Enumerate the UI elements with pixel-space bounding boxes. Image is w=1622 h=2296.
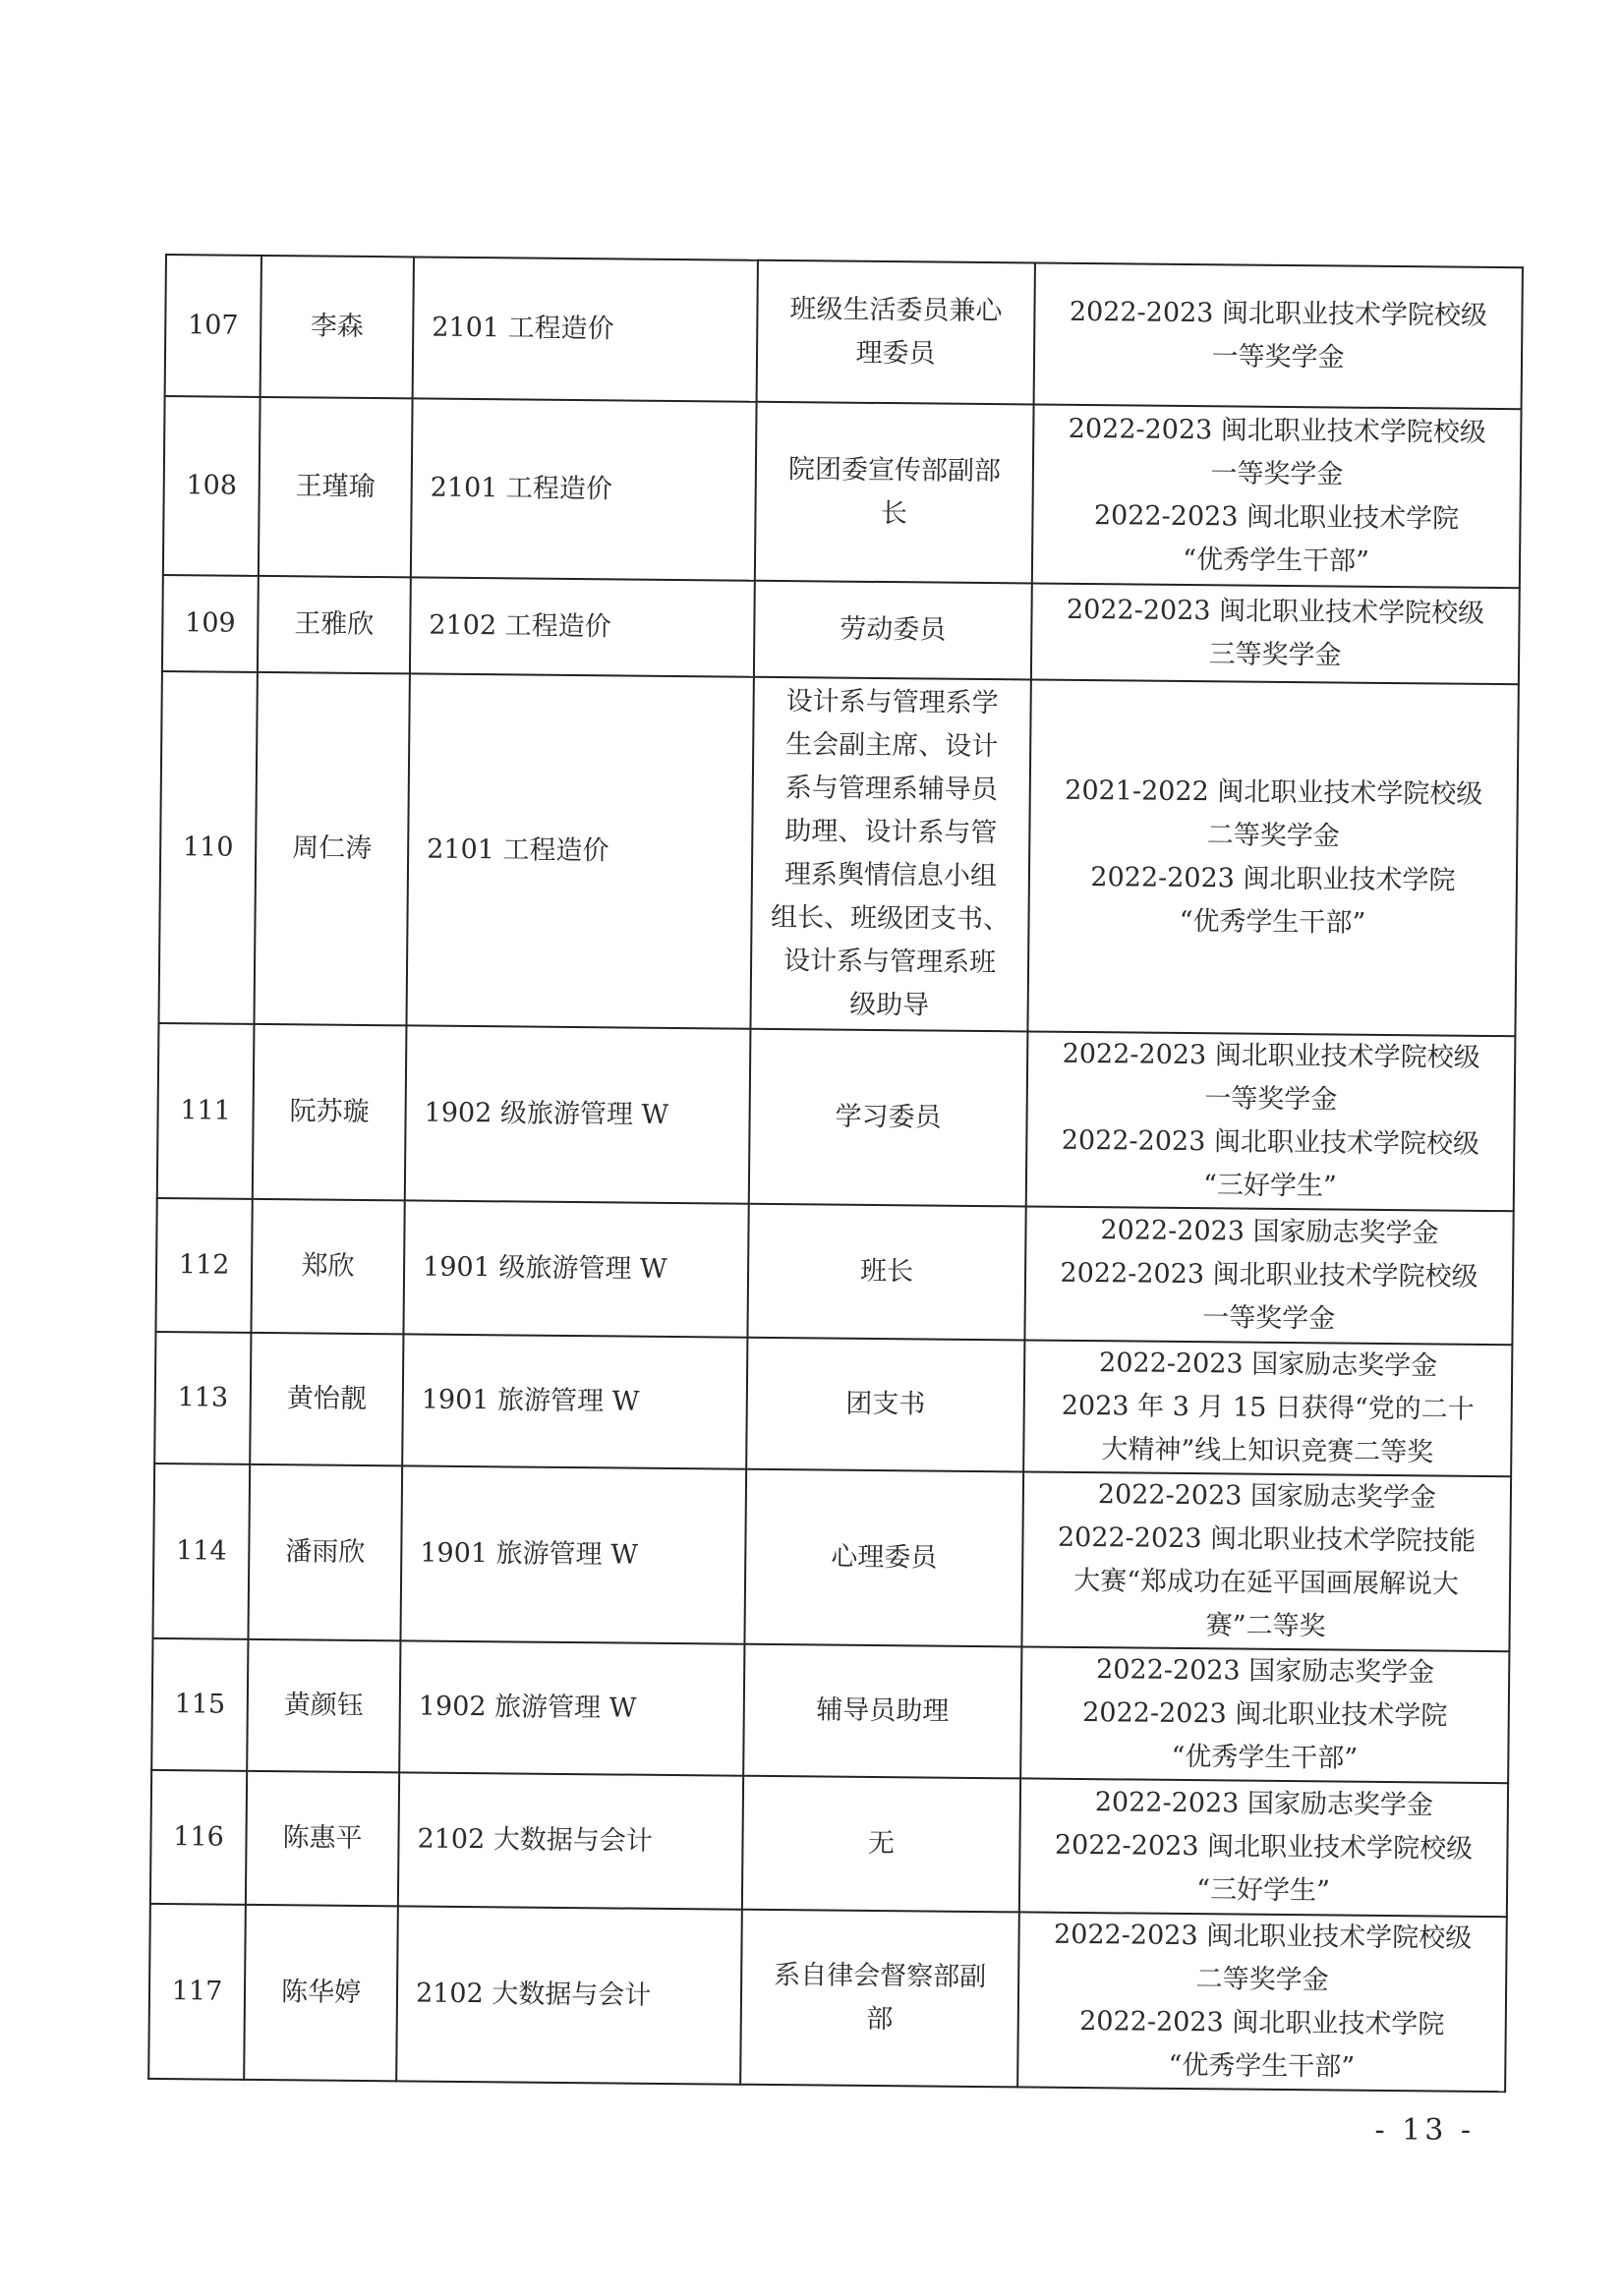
award-line: “优秀学生干部” xyxy=(1179,905,1366,939)
position-cell xyxy=(749,1029,1028,1207)
position-cell xyxy=(740,1910,1019,2088)
student-name-cell: 李森 xyxy=(261,256,414,398)
award-line: 2022-2023 闽北职业技术学院 xyxy=(1093,500,1460,535)
table-row xyxy=(154,1332,1512,1476)
award-line: 2022-2023 闽北职业技术学院技能 xyxy=(1057,1521,1477,1557)
award-line: 2022-2023 闽北职业技术学院 xyxy=(1090,862,1456,896)
table-row xyxy=(155,1198,1513,1345)
award-line: 2021-2022 闽北职业技术学院校级 xyxy=(1065,775,1483,810)
award-line: 三等奖学金 xyxy=(1208,639,1342,671)
class-name-cell: 1901 级旅游管理 W xyxy=(403,1200,748,1337)
award-line: 2022-2023 闽北职业技术学院 xyxy=(1079,2006,1445,2040)
student-name-cell: 潘雨欣 xyxy=(248,1464,402,1640)
student-name-cell: 王瑾瑜 xyxy=(259,397,413,577)
student-award-table xyxy=(147,254,1524,2093)
position-line: 长 xyxy=(880,498,908,530)
award-line: 2022-2023 闽北职业技术学院校级 xyxy=(1061,1124,1480,1160)
student-name-cell: 阮苏璇 xyxy=(253,1024,407,1200)
table-row xyxy=(158,671,1518,1036)
position-cell xyxy=(743,1644,1021,1779)
position-line: 学习委员 xyxy=(835,1101,942,1133)
awards-cell xyxy=(1027,679,1518,1036)
position-cell xyxy=(742,1776,1020,1913)
awards-cell xyxy=(1032,404,1522,588)
row-number-cell: 110 xyxy=(158,671,257,1024)
position-line: 组长、班级团支书、 xyxy=(770,901,1011,936)
position-line: 系自律会督察部副 xyxy=(774,1960,987,1993)
position-line: 理系舆情信息小组 xyxy=(783,859,998,892)
position-line: 心理委员 xyxy=(831,1541,938,1574)
row-number-cell: 117 xyxy=(148,1904,246,2080)
student-name-cell: 周仁涛 xyxy=(254,672,409,1025)
student-name-cell: 陈华婷 xyxy=(244,1905,398,2081)
position-cell xyxy=(746,1338,1024,1472)
student-name-cell: 陈惠平 xyxy=(246,1771,399,1906)
table-row xyxy=(150,1770,1508,1917)
awards-cell xyxy=(1019,1778,1508,1917)
awards-cell xyxy=(1031,583,1520,684)
row-number-cell: 113 xyxy=(154,1332,251,1464)
awards-cell xyxy=(1017,1912,1507,2092)
award-table-container xyxy=(147,254,1522,2093)
position-line: 无 xyxy=(867,1827,896,1860)
class-name-cell: 2102 大数据与会计 xyxy=(398,1772,743,1909)
award-line: 2022-2023 闽北职业技术学院校级 xyxy=(1053,1919,1473,1954)
position-line: 生会副主席、设计 xyxy=(785,729,999,763)
table-body xyxy=(148,255,1523,2092)
position-line: 设计系与管理系学 xyxy=(785,686,999,719)
awards-cell xyxy=(1034,262,1523,409)
award-line: 2022-2023 闽北职业技术学院校级 xyxy=(1066,594,1485,629)
award-line: 2022-2023 国家励志奖学金 xyxy=(1098,1348,1438,1382)
award-line: 2022-2023 闽北职业技术学院校级 xyxy=(1068,413,1487,448)
table-row xyxy=(165,255,1523,409)
awards-cell xyxy=(1024,1206,1513,1345)
awards-cell xyxy=(1026,1031,1516,1211)
award-line: 二等奖学金 xyxy=(1206,820,1341,852)
award-line: 2022-2023 闽北职业技术学院校级 xyxy=(1060,1257,1478,1292)
position-line: 班级生活委员兼心 xyxy=(789,294,1003,327)
position-cell xyxy=(744,1469,1023,1647)
student-name-cell: 郑欣 xyxy=(251,1199,404,1334)
row-number-cell: 115 xyxy=(151,1638,248,1771)
position-cell xyxy=(750,677,1030,1032)
award-line: “优秀学生干部” xyxy=(1171,1741,1359,1774)
award-line: 2022-2023 国家励志奖学金 xyxy=(1097,1479,1437,1514)
awards-cell xyxy=(1020,1646,1509,1783)
award-line: 二等奖学金 xyxy=(1195,1964,1329,1996)
award-line: 一等奖学金 xyxy=(1210,458,1344,490)
row-number-cell: 108 xyxy=(163,396,261,576)
award-line: 2022-2023 闽北职业技术学院校级 xyxy=(1062,1038,1480,1073)
class-name-cell: 2101 工程造价 xyxy=(406,673,753,1028)
class-name-cell: 1901 旅游管理 W xyxy=(400,1465,746,1643)
row-number-cell: 112 xyxy=(155,1198,252,1333)
award-line: “优秀学生干部” xyxy=(1183,544,1369,577)
table-row xyxy=(162,575,1520,684)
position-line: 助理、设计系与管 xyxy=(784,816,998,849)
award-line: 2023 年 3 月 15 日获得“党的二十 xyxy=(1061,1390,1475,1425)
award-line: 赛”二等奖 xyxy=(1205,1610,1326,1642)
class-name-cell: 2102 大数据与会计 xyxy=(396,1906,742,2084)
position-cell xyxy=(754,581,1032,680)
position-line: 理委员 xyxy=(855,337,936,370)
class-name-cell: 1902 级旅游管理 W xyxy=(405,1025,751,1203)
award-line: 大赛“郑成功在延平国画展解说大 xyxy=(1073,1565,1460,1600)
position-cell xyxy=(757,260,1035,405)
award-line: “三好学生” xyxy=(1202,1170,1337,1202)
row-number-cell: 114 xyxy=(152,1464,250,1639)
student-name-cell: 黄怡靓 xyxy=(250,1333,403,1465)
position-line: 院团委宣传部副部 xyxy=(787,454,1002,488)
position-line: 劳动委员 xyxy=(840,613,947,646)
award-line: 2022-2023 闽北职业技术学院 xyxy=(1082,1697,1448,1732)
table-row xyxy=(152,1464,1511,1651)
award-line: “优秀学生干部” xyxy=(1168,2049,1356,2083)
award-line: “三好学生” xyxy=(1196,1874,1331,1907)
award-line: 2022-2023 国家励志奖学金 xyxy=(1094,1787,1434,1821)
table-row xyxy=(148,1904,1507,2092)
student-name-cell: 王雅欣 xyxy=(258,576,411,673)
position-line: 设计系与管理系班 xyxy=(782,946,997,979)
position-line: 级助导 xyxy=(849,989,930,1021)
awards-cell xyxy=(1023,1340,1512,1476)
table-row xyxy=(157,1023,1516,1211)
award-line: 2022-2023 闽北职业技术学院校级 xyxy=(1069,296,1488,331)
awards-cell xyxy=(1021,1471,1511,1651)
row-number-cell: 111 xyxy=(157,1023,255,1199)
row-number-cell: 107 xyxy=(165,255,261,397)
class-name-cell: 1902 旅游管理 W xyxy=(399,1640,744,1775)
page-number: - 13 - xyxy=(1374,2113,1475,2148)
award-line: 2022-2023 国家励志奖学金 xyxy=(1100,1215,1439,1249)
table-row xyxy=(163,396,1522,588)
position-line: 系与管理系辅导员 xyxy=(784,773,998,806)
award-line: 一等奖学金 xyxy=(1202,1302,1336,1335)
award-line: 2022-2023 国家励志奖学金 xyxy=(1095,1654,1435,1689)
position-cell xyxy=(747,1204,1025,1341)
award-line: 一等奖学金 xyxy=(1204,1083,1338,1116)
class-name-cell: 2101 工程造价 xyxy=(411,398,757,580)
class-name-cell: 1901 旅游管理 W xyxy=(402,1334,747,1468)
position-cell xyxy=(755,402,1034,584)
student-name-cell: 黄颜钰 xyxy=(247,1639,400,1772)
table-row xyxy=(151,1638,1509,1783)
position-line: 部 xyxy=(866,2003,894,2036)
award-line: 大精神”线上知识竞赛二等奖 xyxy=(1101,1434,1434,1468)
award-line: 一等奖学金 xyxy=(1211,341,1345,373)
position-line: 班长 xyxy=(859,1255,914,1288)
position-line: 辅导员助理 xyxy=(816,1694,950,1727)
row-number-cell: 109 xyxy=(162,575,259,672)
class-name-cell: 2101 工程造价 xyxy=(413,257,758,401)
award-line: 2022-2023 闽北职业技术学院校级 xyxy=(1054,1829,1474,1865)
row-number-cell: 116 xyxy=(150,1770,247,1905)
position-line: 团支书 xyxy=(845,1388,926,1420)
class-name-cell: 2102 工程造价 xyxy=(410,577,755,676)
